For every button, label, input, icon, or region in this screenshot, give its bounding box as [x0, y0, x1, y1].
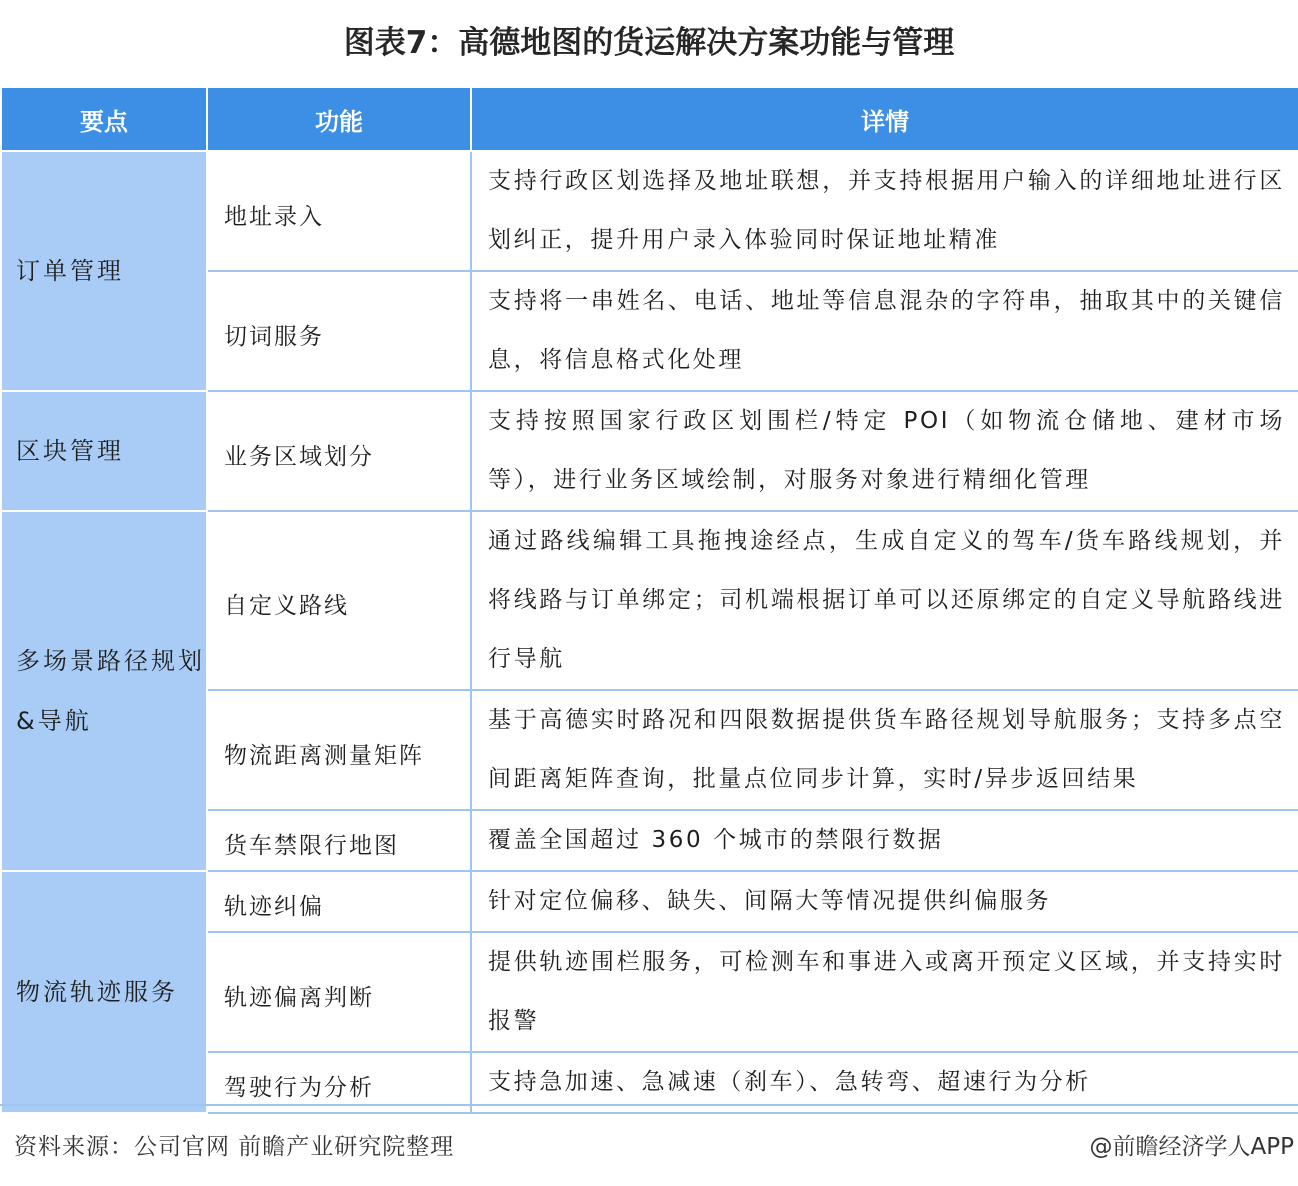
header-point: 要点 [1, 87, 207, 151]
detail-cell: 支持急加速、急减速（刹车）、急转弯、超速行为分析 [471, 1052, 1298, 1113]
detail-cell: 基于高德实时路况和四限数据提供货车路径规划导航服务；支持多点空间距离矩阵查询，批量点位同步计算，实时/异步返回结果 [471, 690, 1298, 810]
point-cell: 物流轨迹服务 [1, 871, 207, 1113]
table-header-row [1, 87, 1298, 151]
copyright: @前瞻经济学人APP [1089, 1134, 1294, 1160]
function-cell: 轨迹偏离判断 [207, 932, 471, 1052]
chart-title: 图表7：高德地图的货运解决方案功能与管理 [343, 25, 955, 61]
table-row [1, 871, 1298, 932]
function-cell: 轨迹纠偏 [207, 871, 471, 932]
point-cell: 订单管理 [1, 151, 207, 391]
detail-cell: 支持按照国家行政区划围栏/特定 POI（如物流仓储地、建材市场等），进行业务区域绘制，对服务对象进行精细化管理 [471, 391, 1298, 511]
function-cell: 业务区域划分 [207, 391, 471, 511]
point-cell: 多场景路径规划&导航 [1, 511, 207, 871]
footer [0, 1104, 1298, 1186]
function-cell: 地址录入 [207, 151, 471, 271]
function-cell: 货车禁限行地图 [207, 810, 471, 871]
header-function: 功能 [207, 87, 471, 151]
detail-cell: 提供轨迹围栏服务，可检测车和事进入或离开预定义区域，并支持实时报警 [471, 932, 1298, 1052]
function-cell: 切词服务 [207, 271, 471, 391]
detail-cell: 通过路线编辑工具拖拽途经点，生成自定义的驾车/货车路线规划，并将线路与订单绑定；司机端根据订单可以还原绑定的自定义导航路线进行导航 [471, 511, 1298, 690]
source-note: 资料来源：公司官网 前瞻产业研究院整理 [14, 1134, 455, 1160]
function-cell: 自定义路线 [207, 511, 471, 690]
table-row [1, 151, 1298, 271]
point-cell: 区块管理 [1, 391, 207, 511]
detail-cell: 支持将一串姓名、电话、地址等信息混杂的字符串，抽取其中的关键信息，将信息格式化处理 [471, 271, 1298, 391]
function-cell: 物流距离测量矩阵 [207, 690, 471, 810]
function-cell: 驾驶行为分析 [207, 1052, 471, 1113]
table-row [1, 391, 1298, 511]
header-detail: 详情 [471, 87, 1298, 151]
detail-cell: 支持行政区划选择及地址联想，并支持根据用户输入的详细地址进行区划纠正，提升用户录入体验同时保证地址精准 [471, 151, 1298, 271]
feature-table [0, 86, 1298, 1114]
detail-cell: 覆盖全国超过 360 个城市的禁限行数据 [471, 810, 1298, 871]
detail-cell: 针对定位偏移、缺失、间隔大等情况提供纠偏服务 [471, 871, 1298, 932]
table-row [1, 511, 1298, 690]
